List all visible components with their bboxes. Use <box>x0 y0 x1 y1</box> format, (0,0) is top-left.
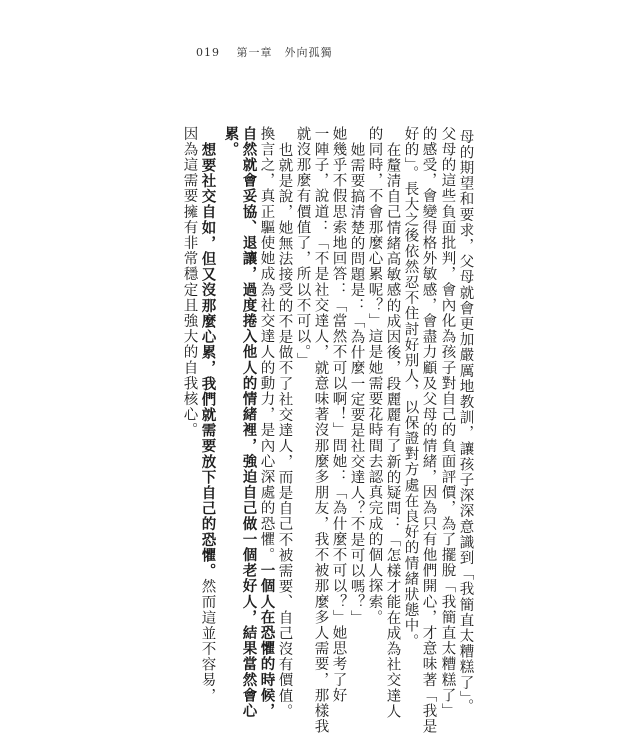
text-column: 父母的這些負面批判，會內化為孩子對自己的負面評價，為了擺脫「我簡直太糟糕了」 <box>439 126 456 719</box>
text-column: 也就是說，她無法接受的不是做不了社交達人，而是自己不被需要、自己沒有價值。 <box>276 142 293 720</box>
text-column: 因為這需要擁有非常穩定且強大的自我核心。 <box>181 126 198 438</box>
text-column: 的感受，會變得格外敏感，會盡力顧及父母的情緒，因為只有他們開心，才意味著「我是 <box>420 126 437 734</box>
body-text <box>160 126 474 734</box>
text-run: 換言之，真正驅使她成為社交達人的動力，是內心深處的恐懼。 <box>258 126 275 563</box>
text-column: 在釐清自己情緒高敏感的成因後，段麗麗有了新的疑問：「怎樣才能在成為社交達人 <box>384 142 401 720</box>
text-column: 一陣子，說道：「不是社交達人，就意味著沒那麼多朋友，我不被那麼多人需要，那樣我 <box>312 126 329 734</box>
text-column: 就沒那麼有價值了，所以不可以。」 <box>294 126 311 369</box>
text-column: 好的」。長大之後依然忍不住討好別人，以保證對方處在良好的情緒狀態中。 <box>402 126 419 650</box>
text-column: 她幾乎不假思索地回答：「當然不可以啊！」問她：「為什麼不可以？」她思考了好 <box>330 126 347 704</box>
text-run-bold: 想要社交自如，但又沒那麼心累，我們就需要放下自己的恐懼。 <box>199 142 217 579</box>
text-column-emphasis <box>200 142 215 704</box>
text-column: 的同時，不會那麼心累呢？」這是她需要花時間去認真完成的個人探索。 <box>366 126 383 626</box>
text-column-emphasis: 累。 <box>222 126 240 158</box>
text-column-emphasis <box>259 126 274 719</box>
chapter-title: 第一章 外向孤獨 <box>236 46 333 59</box>
text-run: 然而這並不容易， <box>199 578 216 704</box>
text-run-bold: 一個人在恐懼的時候， <box>258 562 276 719</box>
page-number: 019 <box>196 46 220 59</box>
text-column: 她需要搞清楚的問題是：「為什麼一定要是社交達人？不是可以嗎？」 <box>348 142 365 626</box>
text-column: 母的期望和要求，父母就會更加嚴厲地教訓，讓孩子深深意識到「我簡直太糟糕了」。 <box>457 129 474 715</box>
running-header <box>196 44 333 60</box>
text-column-emphasis: 自然就會妥協、退讓，過度捲入他人的情緒裡，強迫自己做一個老好人，結果當然會心 <box>240 126 258 719</box>
